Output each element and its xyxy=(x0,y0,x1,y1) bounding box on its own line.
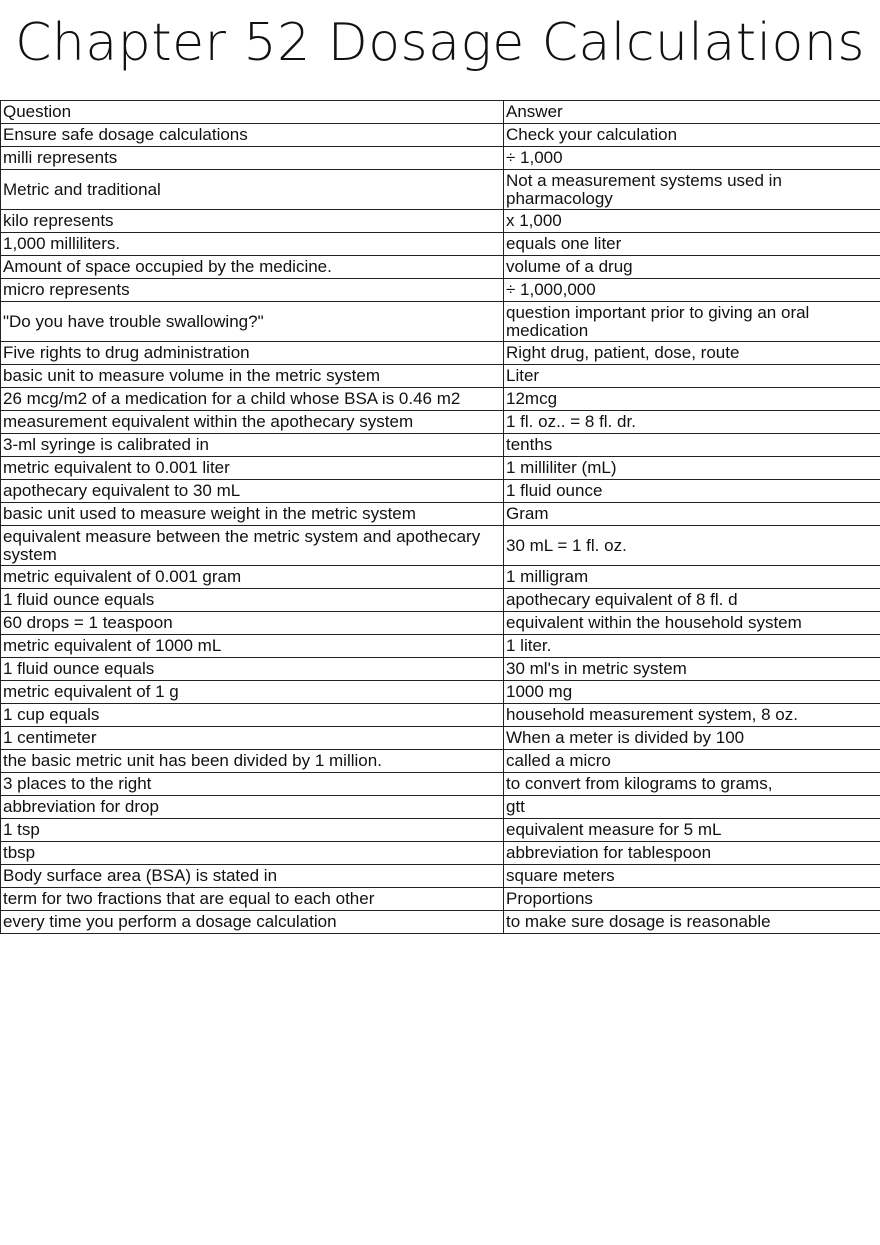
table-row xyxy=(1,434,880,457)
question-cell: 3-ml syringe is calibrated in xyxy=(1,434,504,457)
table-row xyxy=(1,503,880,526)
table-row xyxy=(1,170,880,210)
question-cell: metric equivalent of 1000 mL xyxy=(1,635,504,658)
question-cell: kilo represents xyxy=(1,210,504,233)
qa-table-body xyxy=(1,101,880,934)
table-row xyxy=(1,480,880,503)
answer-cell: Not a measurement systems used in pharmacology xyxy=(504,170,880,210)
question-cell: "Do you have trouble swallowing?" xyxy=(1,302,504,342)
answer-cell: household measurement system, 8 oz. xyxy=(504,704,880,727)
answer-cell: 30 ml's in metric system xyxy=(504,658,880,681)
question-cell: Five rights to drug administration xyxy=(1,342,504,365)
table-row xyxy=(1,796,880,819)
table-row xyxy=(1,302,880,342)
table-row xyxy=(1,256,880,279)
table-row xyxy=(1,842,880,865)
table-row xyxy=(1,612,880,635)
question-cell: 1 fluid ounce equals xyxy=(1,589,504,612)
answer-cell: Liter xyxy=(504,365,880,388)
question-cell: basic unit used to measure weight in the metric system xyxy=(1,503,504,526)
answer-cell: Proportions xyxy=(504,888,880,911)
table-row xyxy=(1,566,880,589)
question-cell: Body surface area (BSA) is stated in xyxy=(1,865,504,888)
question-cell: 1 fluid ounce equals xyxy=(1,658,504,681)
question-cell: Ensure safe dosage calculations xyxy=(1,124,504,147)
answer-cell: 1 fl. oz.. = 8 fl. dr. xyxy=(504,411,880,434)
question-cell: every time you perform a dosage calculation xyxy=(1,911,504,934)
table-row xyxy=(1,210,880,233)
question-cell: metric equivalent of 0.001 gram xyxy=(1,566,504,589)
answer-cell: x 1,000 xyxy=(504,210,880,233)
question-cell: 1 tsp xyxy=(1,819,504,842)
question-cell: milli represents xyxy=(1,147,504,170)
answer-cell: 12mcg xyxy=(504,388,880,411)
question-cell: metric equivalent of 1 g xyxy=(1,681,504,704)
table-row xyxy=(1,727,880,750)
answer-cell: called a micro xyxy=(504,750,880,773)
answer-cell: ÷ 1,000,000 xyxy=(504,279,880,302)
table-row xyxy=(1,411,880,434)
answer-cell: equivalent within the household system xyxy=(504,612,880,635)
question-column-header: Question xyxy=(1,101,504,124)
question-cell: 1,000 milliliters. xyxy=(1,233,504,256)
answer-cell: Gram xyxy=(504,503,880,526)
question-cell: 1 cup equals xyxy=(1,704,504,727)
question-cell: term for two fractions that are equal to each other xyxy=(1,888,504,911)
answer-cell: 1000 mg xyxy=(504,681,880,704)
table-row xyxy=(1,819,880,842)
answer-cell: 30 mL = 1 fl. oz. xyxy=(504,526,880,566)
answer-cell: equals one liter xyxy=(504,233,880,256)
answer-cell: Right drug, patient, dose, route xyxy=(504,342,880,365)
question-cell: 60 drops = 1 teaspoon xyxy=(1,612,504,635)
table-row xyxy=(1,388,880,411)
answer-cell: Check your calculation xyxy=(504,124,880,147)
answer-cell: 1 fluid ounce xyxy=(504,480,880,503)
question-cell: 1 centimeter xyxy=(1,727,504,750)
answer-cell: abbreviation for tablespoon xyxy=(504,842,880,865)
page-title: Chapter 52 Dosage Calculations xyxy=(15,13,865,73)
answer-column-header: Answer xyxy=(504,101,880,124)
answer-cell: ÷ 1,000 xyxy=(504,147,880,170)
answer-cell: When a meter is divided by 100 xyxy=(504,727,880,750)
table-row xyxy=(1,635,880,658)
answer-cell: square meters xyxy=(504,865,880,888)
question-cell: the basic metric unit has been divided by 1 million. xyxy=(1,750,504,773)
table-row xyxy=(1,658,880,681)
question-cell: Metric and traditional xyxy=(1,170,504,210)
answer-cell: to convert from kilograms to grams, xyxy=(504,773,880,796)
question-cell: abbreviation for drop xyxy=(1,796,504,819)
table-row xyxy=(1,773,880,796)
question-cell: 3 places to the right xyxy=(1,773,504,796)
table-row xyxy=(1,865,880,888)
table-row xyxy=(1,342,880,365)
answer-cell: 1 milligram xyxy=(504,566,880,589)
table-row xyxy=(1,911,880,934)
answer-cell: apothecary equivalent of 8 fl. d xyxy=(504,589,880,612)
table-row xyxy=(1,457,880,480)
table-row xyxy=(1,681,880,704)
question-cell: equivalent measure between the metric system and apothecary system xyxy=(1,526,504,566)
question-cell: measurement equivalent within the apothecary system xyxy=(1,411,504,434)
table-row xyxy=(1,124,880,147)
table-row xyxy=(1,365,880,388)
table-row xyxy=(1,750,880,773)
answer-cell: volume of a drug xyxy=(504,256,880,279)
answer-cell: 1 liter. xyxy=(504,635,880,658)
question-cell: Amount of space occupied by the medicine. xyxy=(1,256,504,279)
question-cell: micro represents xyxy=(1,279,504,302)
table-header-row xyxy=(1,101,880,124)
answer-cell: question important prior to giving an oral medication xyxy=(504,302,880,342)
table-row xyxy=(1,589,880,612)
answer-cell: tenths xyxy=(504,434,880,457)
answer-cell: to make sure dosage is reasonable xyxy=(504,911,880,934)
question-cell: tbsp xyxy=(1,842,504,865)
question-cell: apothecary equivalent to 30 mL xyxy=(1,480,504,503)
answer-cell: 1 milliliter (mL) xyxy=(504,457,880,480)
answer-cell: equivalent measure for 5 mL xyxy=(504,819,880,842)
table-row xyxy=(1,704,880,727)
table-row xyxy=(1,233,880,256)
table-row xyxy=(1,147,880,170)
table-row xyxy=(1,888,880,911)
question-cell: metric equivalent to 0.001 liter xyxy=(1,457,504,480)
qa-table xyxy=(0,100,880,934)
answer-cell: gtt xyxy=(504,796,880,819)
question-cell: basic unit to measure volume in the metric system xyxy=(1,365,504,388)
question-cell: 26 mcg/m2 of a medication for a child whose BSA is 0.46 m2 xyxy=(1,388,504,411)
table-row xyxy=(1,526,880,566)
table-row xyxy=(1,279,880,302)
